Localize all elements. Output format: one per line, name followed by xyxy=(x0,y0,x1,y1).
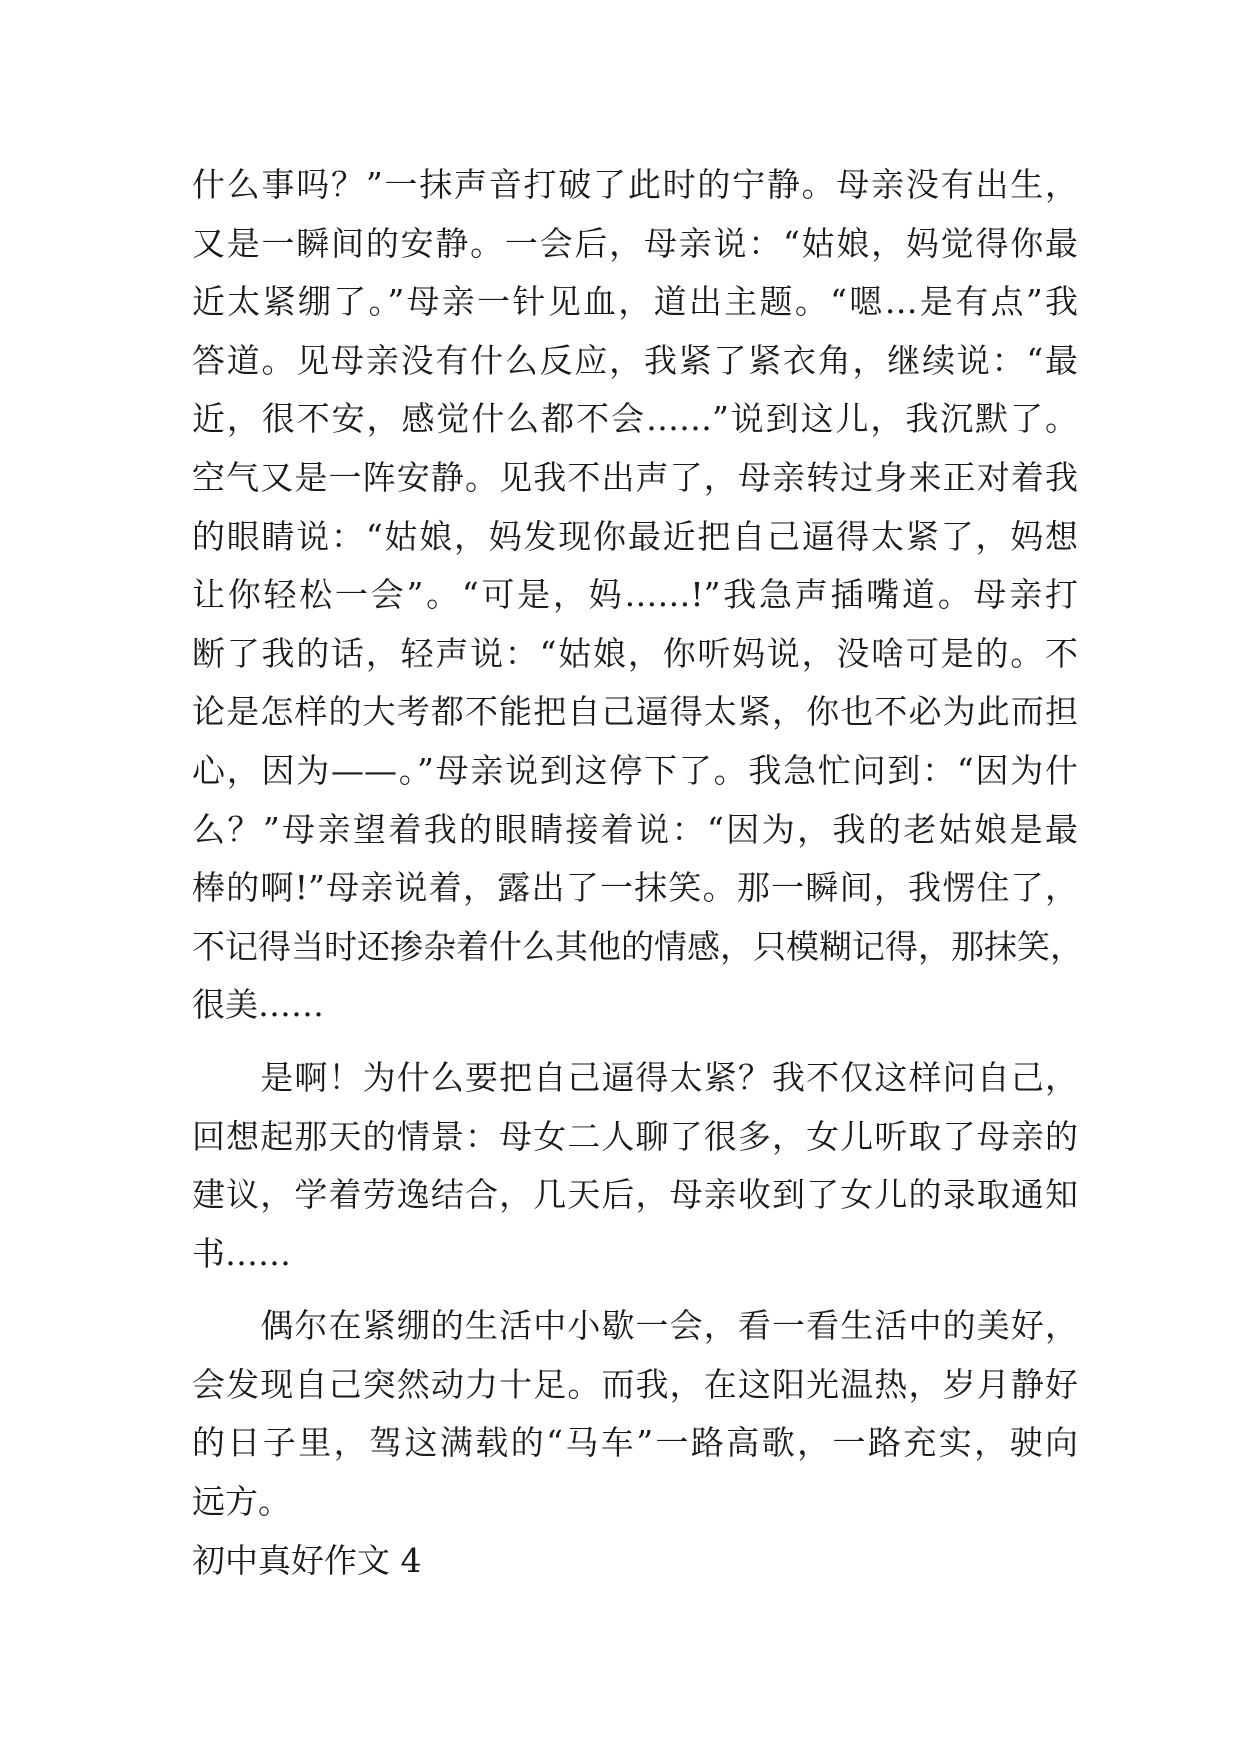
text-line: 空气又是一阵安静。见我不出声了，母亲转过身来正对着我 xyxy=(192,457,1078,497)
text-line: 很美…… xyxy=(192,985,324,1025)
section-heading: 初中真好作文 4 xyxy=(192,1540,422,1580)
paragraph-spacer xyxy=(192,1035,1078,1049)
text-line: 近太紧绷了。”母亲一针见血，道出主题。“嗯…是有点”我 xyxy=(192,282,1078,322)
text-line: 是啊！为什么要把自己逼得太紧？我不仅这样问自己， xyxy=(192,1057,1078,1097)
text-line: 近，很不安，感觉什么都不会……”说到这儿，我沉默了。 xyxy=(192,399,1078,439)
text-line: 不记得当时还掺杂着什么其他的情感，只模糊记得，那抹笑， xyxy=(192,926,1083,966)
text-line: 会发现自己突然动力十足。而我，在这阳光温热，岁月静好 xyxy=(192,1364,1078,1404)
text-line: 远方。 xyxy=(192,1482,291,1522)
text-line: 让你轻松一会”。“可是，妈……!”我急声插嘴道。母亲打 xyxy=(192,575,1078,615)
text-line: 建议，学着劳逸结合，几天后，母亲收到了女儿的录取通知 xyxy=(192,1175,1078,1215)
text-line: 心，因为——。”母亲说到这停下了。我急忙问到：“因为什 xyxy=(192,750,1078,790)
text-line: 书…… xyxy=(192,1233,291,1273)
text-line: 棒的啊!”母亲说着，露出了一抹笑。那一瞬间，我愣住了， xyxy=(192,868,1078,908)
text-line: 么？”母亲望着我的眼睛接着说：“因为，我的老姑娘是最 xyxy=(192,809,1078,849)
paragraph-spacer xyxy=(192,1283,1078,1297)
text-line: 什么事吗？”一抹声音打破了此时的宁静。母亲没有出生， xyxy=(192,165,1078,204)
text-line: 又是一瞬间的安静。一会后，母亲说：“姑娘，妈觉得你最 xyxy=(192,223,1078,263)
text-line: 答道。见母亲没有什么反应，我紧了紧衣角，继续说：“最 xyxy=(192,340,1078,380)
text-line: 偶尔在紧绷的生活中小歇一会，看一看生活中的美好， xyxy=(192,1306,1078,1346)
paragraph-1 xyxy=(192,156,1083,1035)
text-line: 回想起那天的情景：母女二人聊了很多，女儿听取了母亲的 xyxy=(192,1116,1078,1156)
document-body xyxy=(192,156,1083,1590)
text-line: 的眼睛说：“姑娘，妈发现你最近把自己逼得太紧了，妈想 xyxy=(192,516,1078,556)
text-line: 的日子里，驾这满载的“马车”一路高歌，一路充实，驶向 xyxy=(192,1423,1078,1463)
text-line: 断了我的话，轻声说：“姑娘，你听妈说，没啥可是的。不 xyxy=(192,633,1078,673)
text-line: 论是怎样的大考都不能把自己逼得太紧，你也不必为此而担 xyxy=(192,692,1078,732)
paragraph-2 xyxy=(192,1049,1078,1283)
paragraph-3 xyxy=(192,1297,1078,1531)
